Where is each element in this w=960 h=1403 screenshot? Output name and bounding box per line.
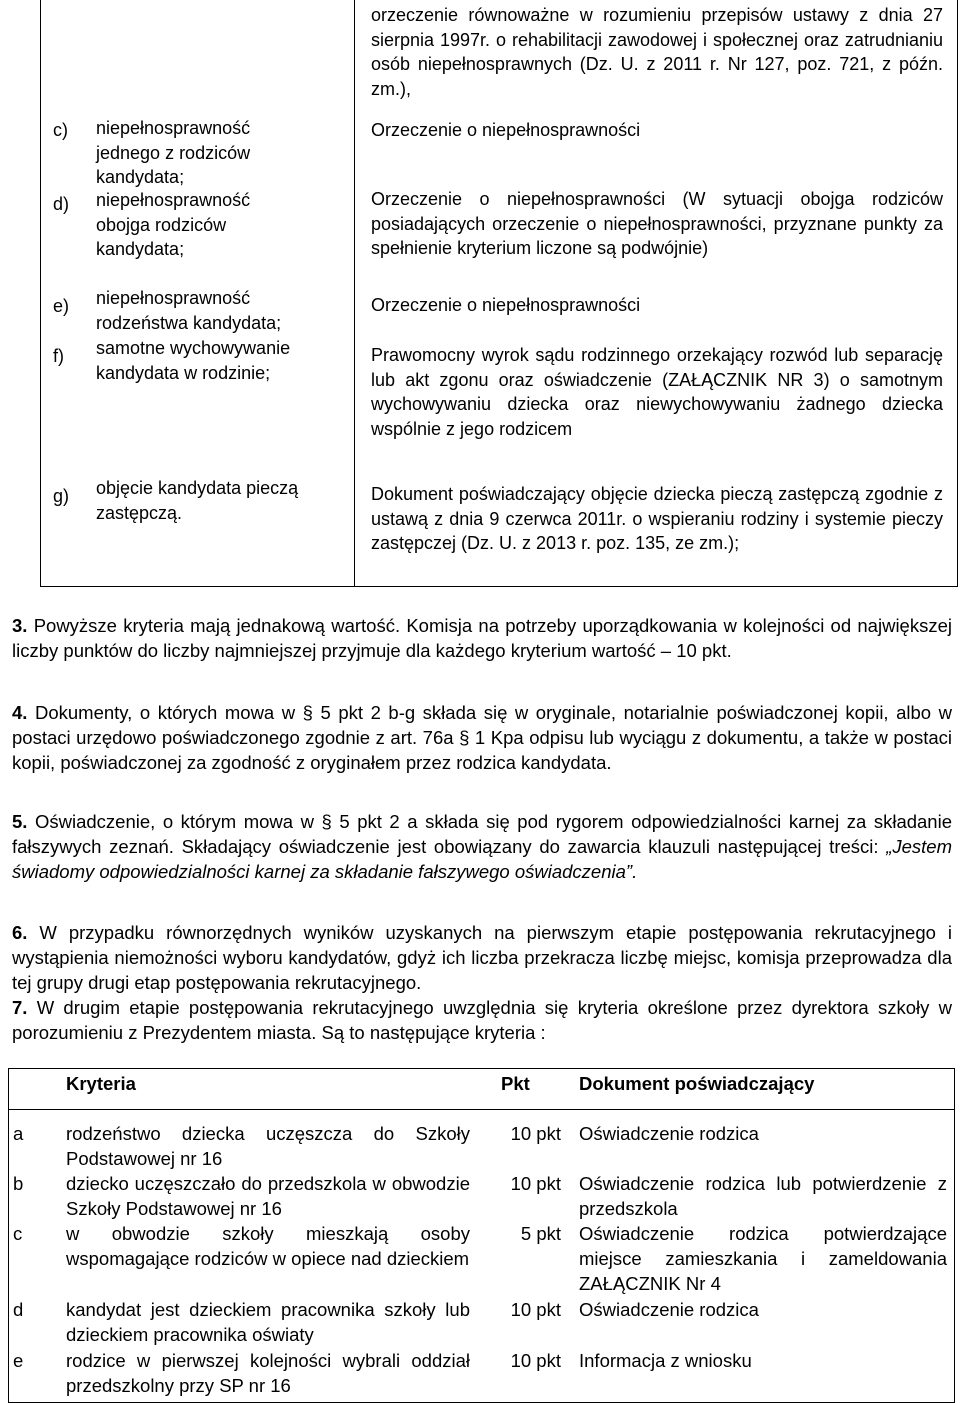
row-criterion: w obwodzie szkoły mieszkają osoby wspomagające rodziców w opiece nad dzieckiem: [66, 1223, 470, 1269]
paragraph-number: 6.: [12, 922, 28, 943]
column-header-document: Dokument poświadczający: [579, 1073, 815, 1094]
row-criterion: rodzeństwo dziecka uczęszcza do Szkoły Podstawowej nr 16: [66, 1123, 470, 1169]
criterion-letter: d): [53, 194, 70, 214]
criterion-text: objęcie kandydata pieczą zastępczą.: [96, 478, 299, 523]
row-document: Oświadczenie rodzica lub potwierdzenie z przedszkola: [579, 1173, 947, 1219]
paragraph-number: 5.: [12, 811, 28, 832]
paragraph-3: [12, 613, 952, 663]
paragraph-4: [12, 700, 952, 775]
header-divider: [9, 1109, 954, 1110]
row-letter: e: [13, 1350, 24, 1371]
paragraph-text: W przypadku równorzędnych wyników uzyskanych na pierwszym etapie postępowania rekrutacyjnego i wystąpienia niemożności wyboru kandydatów, gdyż ich liczba przekracza liczbę miejsc, komisja przeprowadza dla tej grupy drugi etap postępowania rekrutacyjnego.: [12, 922, 952, 993]
intro-document-text: orzeczenie równoważne w rozumieniu przepisów ustawy z dnia 27 sierpnia 1997r. o rehabilitacji zawodowej i społecznej oraz zatrudnianiu osób niepełnosprawnych (Dz. U. z 2011 r. Nr 127, poz. 721, z późn. zm.),: [371, 5, 943, 99]
criterion-letter: c): [53, 120, 68, 140]
criterion-document: Orzeczenie o niepełnosprawności (W sytuacji obojga rodziców posiadających orzeczenie o niepełnosprawności, przyznane punkty za spełnienie kryterium liczone są podwójnie): [371, 189, 943, 258]
criterion-document: Orzeczenie o niepełnosprawności: [371, 295, 641, 315]
criterion-document: Orzeczenie o niepełnosprawności: [371, 120, 641, 140]
criterion-document: Dokument poświadczający objęcie dziecka pieczą zastępczą zgodnie z ustawą z dnia 9 czerwca 2011r. o wspieraniu rodziny i systemie pieczy zastępczej (Dz. U. z 2013 r. poz. 135, ze zm.);: [371, 484, 943, 553]
row-letter: b: [13, 1173, 24, 1194]
criterion-document: Prawomocny wyrok sądu rodzinnego orzekający rozwód lub separację lub akt zgonu oraz oświadczenie (ZAŁĄCZNIK NR 3) o samotnym wychowywaniu dziecka oraz niewychowywaniu żadnego dziecka wspólnie z jego rodzicem: [371, 345, 943, 439]
row-document: Oświadczenie rodzica: [579, 1123, 759, 1144]
criterion-letter: e): [53, 296, 70, 316]
criterion-text: niepełnosprawność jednego z rodziców kandydata;: [96, 118, 251, 187]
criterion-text: niepełnosprawność obojga rodziców kandydata;: [96, 190, 251, 259]
paragraph-number: 3.: [12, 615, 28, 636]
row-letter: a: [13, 1123, 24, 1144]
row-points: 10 pkt: [510, 1123, 561, 1144]
paragraph-number: 7.: [12, 997, 28, 1018]
declaration-clause: „Jestem świadomy odpowiedzialności karnej za składanie fałszywego oświadczenia”.: [12, 836, 952, 882]
column-header-criteria: Kryteria: [66, 1073, 136, 1094]
row-criterion: rodzice w pierwszej kolejności wybrali oddział przedszkolny przy SP nr 16: [66, 1350, 470, 1396]
column-header-points: Pkt: [501, 1073, 530, 1094]
paragraph-text: Oświadczenie, o którym mowa w § 5 pkt 2 a składa się pod rygorem odpowiedzialności karnej za składanie fałszywych zeznań. Składający oświadczenie jest obowiązany do zawarcia klauzuli następującej treści:: [12, 811, 952, 857]
row-document: Informacja z wniosku: [579, 1350, 752, 1371]
criterion-text: niepełnosprawność rodzeństwa kandydata;: [96, 288, 282, 333]
row-criterion: dziecko uczęszczało do przedszkola w obwodzie Szkoły Podstawowej nr 16: [66, 1173, 470, 1219]
criterion-letter: f): [53, 346, 64, 366]
column-divider: [354, 0, 355, 586]
criterion-text: samotne wychowywanie kandydata w rodzinie;: [96, 338, 291, 383]
row-points: 10 pkt: [510, 1299, 561, 1320]
criterion-letter: g): [53, 486, 70, 506]
paragraph-6: [12, 920, 952, 995]
row-criterion: kandydat jest dzieckiem pracownika szkoły lub dzieckiem pracownika oświaty: [66, 1299, 470, 1345]
row-letter: d: [13, 1299, 24, 1320]
paragraph-5: [12, 809, 952, 884]
paragraph-7: [12, 995, 952, 1045]
row-letter: c: [13, 1223, 23, 1244]
row-document: Oświadczenie rodzica: [579, 1299, 759, 1320]
row-points: 5 pkt: [520, 1223, 561, 1244]
paragraph-text: W drugim etapie postępowania rekrutacyjnego uwzględnia się kryteria określone przez dyrektora szkoły w porozumieniu z Prezydentem miasta. Są to następujące kryteria :: [12, 997, 952, 1043]
row-document: Oświadczenie rodzica potwierdzające miejsce zamieszkania i zameldowania ZAŁĄCZNIK Nr 4: [579, 1223, 947, 1294]
paragraph-number: 4.: [12, 702, 28, 723]
criteria-table-continued: [40, 0, 958, 587]
paragraph-text: Dokumenty, o których mowa w § 5 pkt 2 b-g składa się w oryginale, notarialnie poświadczonej kopii, albo w postaci urzędowo poświadczonego zgodnie z art. 76a § 1 Kpa odpisu lub wyciągu z dokumentu, a także w postaci kopii, poświadczonej za zgodność z oryginałem przez rodzica kandydata.: [12, 702, 952, 773]
paragraph-text: Powyższe kryteria mają jednakową wartość. Komisja na potrzeby uporządkowania w kolejności od największej liczby punktów do liczby najmniejszej przyjmuje dla każdego kryterium wartość – 10 pkt.: [12, 615, 952, 661]
second-stage-criteria-table: [8, 1068, 955, 1403]
row-points: 10 pkt: [510, 1173, 561, 1194]
row-points: 10 pkt: [510, 1350, 561, 1371]
